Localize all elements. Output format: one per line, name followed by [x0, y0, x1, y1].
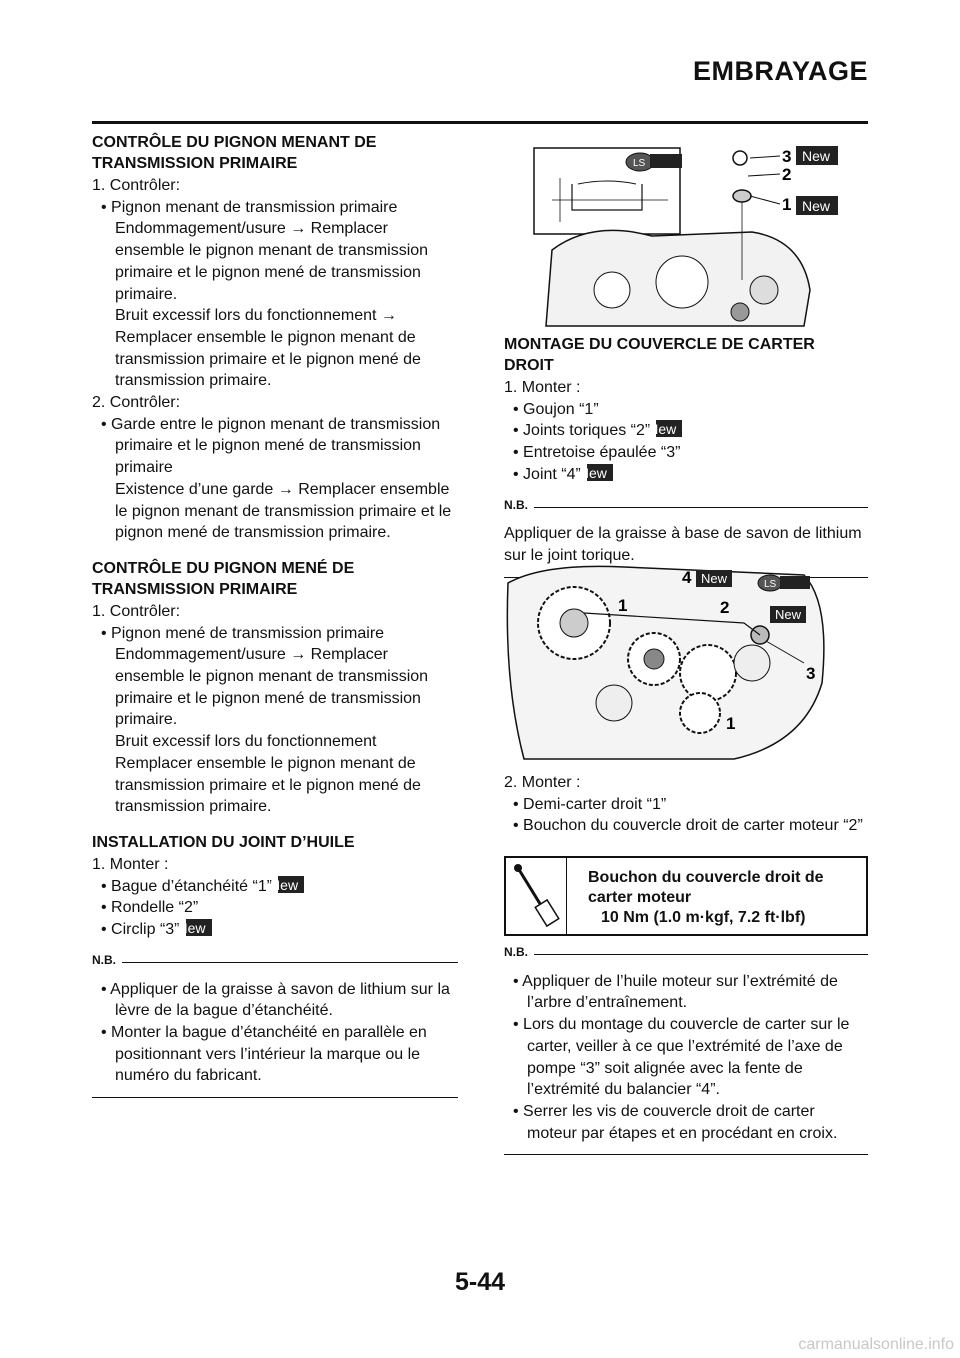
bullet-item: • Garde entre le pignon menant de transmission primaire et le pignon mené de transmission primaire [101, 415, 441, 477]
instruction-text: Bruit excessif lors du fonctionnement Remplacer ensemble le pignon menant de transmission primaire et le pignon mené de transmission primaire. [115, 733, 421, 816]
ls-grease-label: LS [633, 158, 646, 169]
bullet-item: • Rondelle “2” [101, 899, 199, 917]
bullet-item: • Entretoise épaulée “3” [513, 444, 681, 462]
new-part-badge: New [802, 148, 831, 164]
new-part-badge: New [278, 876, 304, 893]
callout-3: 3 [782, 147, 792, 166]
note-item: • Appliquer de l’huile moteur sur l’extrémité de l’arbre d’entraînement. [513, 972, 838, 1012]
torque-part-name: Bouchon du couvercle droit de carter moteur [588, 869, 824, 906]
new-part-badge: New [802, 198, 831, 214]
callout-3: 3 [806, 664, 816, 683]
torque-wrench-icon [506, 858, 567, 934]
section-title-primary-driven-gear: CONTRÔLE DU PIGNON MENÉ DE TRANSMISSION PRIMAIRE [92, 559, 355, 598]
step-1: 1. Monter : [92, 855, 169, 873]
instruction-text: Bruit excessif lors du fonctionnement → Remplacer ensemble le pignon menant de transmission primaire et le pignon mené de transmission primaire. [115, 307, 421, 390]
step-2: 2. Monter : [504, 774, 581, 791]
bullet-item: • Pignon mené de transmission primaire [101, 624, 385, 642]
callout-1: 1 [618, 596, 628, 615]
bullet-item [504, 420, 868, 442]
note-item: Appliquer de la graisse à base de savon de lithium sur le joint torique. [504, 525, 862, 564]
step-1: 1. Contrôler: [92, 177, 181, 194]
bullet-item: • Pignon menant de transmission primaire [101, 198, 398, 216]
instruction-text: Existence d’une garde → Remplacer ensemble le pignon menant de transmission primaire et le pignon mené de transmission primaire. [115, 480, 452, 542]
note-item: • Serrer les vis de couvercle droit de carter moteur par étapes et en procédant en croix. [513, 1102, 838, 1142]
step-2: 2. Contrôler: [92, 394, 181, 412]
new-part-badge: New [186, 919, 212, 936]
new-part-badge: New [701, 571, 728, 586]
instruction-text: Endommagement/usure → Remplacer ensemble le pignon menant de transmission primaire et le pignon mené de transmission primaire. [115, 646, 429, 729]
instruction-text: Endommagement/usure → Remplacer ensemble le pignon menant de transmission primaire et le pignon mené de transmission primaire. [115, 220, 429, 303]
step-1: 1. Monter : [504, 379, 581, 396]
new-part-badge: New [656, 420, 682, 437]
callout-2: 2 [782, 165, 792, 184]
bullet-text: • Bague d’étanchéité “1” [101, 877, 273, 895]
left-column [92, 132, 458, 1098]
note-item: • Monter la bague d’étanchéité en parallèle en positionnant vers l’intérieur la marque ou le numéro du fabricant. [101, 1023, 427, 1085]
note-header [504, 942, 868, 964]
section-title-right-cover: MONTAGE DU COUVERCLE DE CARTER DROIT [504, 336, 815, 374]
step-1: 1. Contrôler: [92, 602, 181, 620]
note-item: • Appliquer de la graisse à savon de lithium sur la lèvre de la bague d’étanchéité. [101, 980, 450, 1020]
bullet-text: • Joint “4” [513, 465, 581, 483]
right-column-lower [504, 942, 868, 1155]
note-label: N.B. [504, 497, 528, 512]
note-label: N.B. [504, 945, 528, 959]
new-part-badge: New [587, 464, 613, 481]
watermark: carmanualsonline.info [798, 1336, 954, 1353]
bullet-item [92, 876, 458, 898]
bullet-item [92, 919, 458, 941]
section-title-oil-seal: INSTALLATION DU JOINT D’HUILE [92, 833, 355, 851]
note-end-rule [92, 1097, 458, 1098]
section-title-primary-drive-gear: CONTRÔLE DU PIGNON MENANT DE TRANSMISSION PRIMAIRE [92, 134, 377, 172]
note-label: N.B. [92, 952, 116, 967]
crankcase-cover-illustration [532, 140, 842, 328]
page-number: 5-44 [454, 1268, 506, 1296]
bullet-item [504, 464, 868, 486]
bullet-item: • Goujon “1” [513, 400, 599, 418]
callout-4: 4 [682, 568, 692, 587]
bullet-text: • Circlip “3” [101, 921, 180, 939]
new-part-badge: New [775, 607, 802, 622]
torque-spec-text [588, 868, 866, 928]
ls-grease-label: LS [764, 579, 777, 590]
callout-1: 1 [726, 714, 736, 733]
torque-spec-box [504, 856, 868, 936]
bullet-text: • Joints toriques “2” [513, 422, 651, 440]
note-item: • Lors du montage du couvercle de carter sur le carter, veiller à ce que l’extrémité de l’axe de pompe “3” soit alignée avec la fente de l’extrémité du balancier “4”. [513, 1016, 850, 1099]
callout-2: 2 [720, 598, 730, 617]
note-header [504, 495, 868, 517]
engine-gears-illustration [504, 563, 834, 763]
right-column-middle [504, 772, 868, 837]
right-column-upper [504, 334, 868, 578]
note-end-rule [504, 1154, 868, 1155]
callout-1: 1 [782, 195, 792, 214]
note-header [92, 950, 458, 972]
header-rule [92, 121, 868, 124]
bullet-item: • Demi-carter droit “1” [513, 795, 667, 813]
torque-value: 10 Nm (1.0 m·kgf, 7.2 ft·lbf) [601, 909, 806, 926]
bullet-item: • Bouchon du couvercle droit de carter moteur “2” [513, 817, 863, 835]
page-title: EMBRAYAGE [692, 56, 868, 86]
